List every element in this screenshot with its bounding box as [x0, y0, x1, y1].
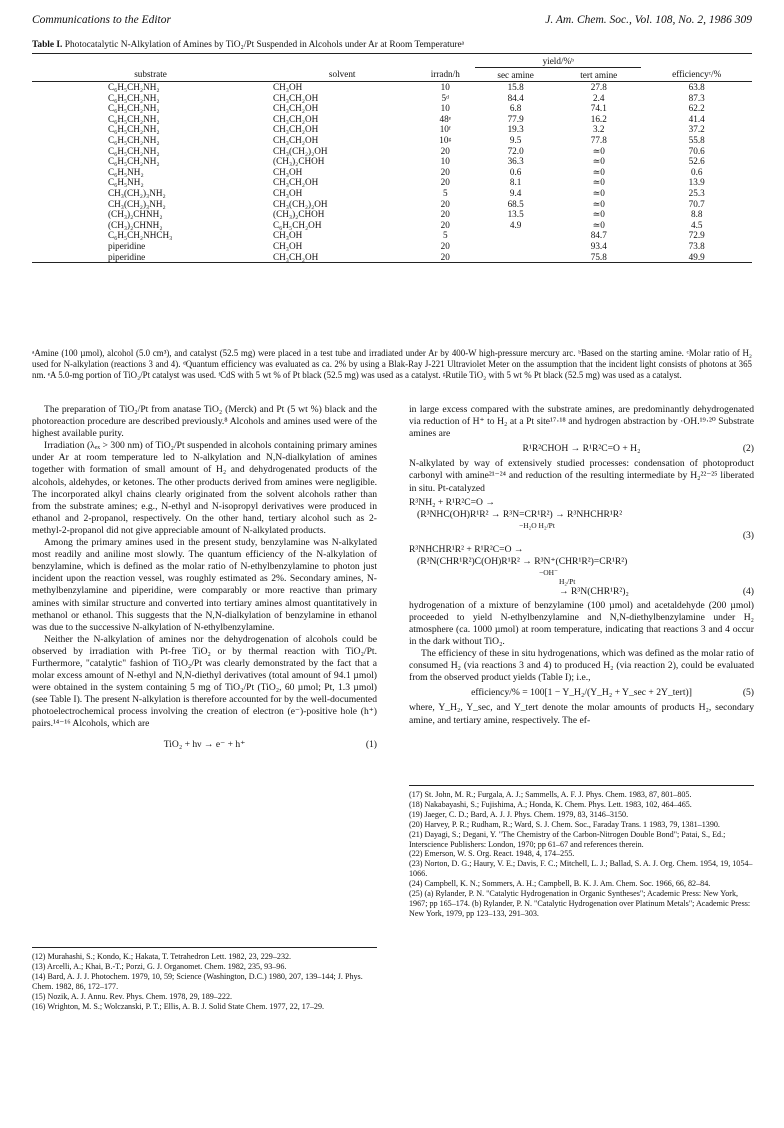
cell-tert-amine: 27.8 — [590, 82, 607, 92]
reference: (24) Campbell, K. N.; Sommers, A. H.; Campbell, B. K. J. Am. Chem. Soc. 1966, 66, 82–84. — [409, 879, 711, 889]
scheme-line: → R³N(CHR¹R²)₂ — [559, 585, 629, 597]
cell-solvent: CH₃OH — [273, 240, 303, 251]
scheme-sub: −H₂O H₂/Pt — [519, 520, 555, 530]
cell-sec-amine — [475, 252, 556, 263]
table-row — [32, 199, 752, 210]
cell-irradn: 20 — [440, 251, 450, 262]
cell-substrate: C₆H₅CH₂NH₂ — [108, 82, 160, 92]
col-header-solvent: solvent — [328, 69, 356, 80]
cell-efficiency: 8.8 — [690, 209, 703, 220]
cell-irradn: 10ᵍ — [439, 134, 452, 145]
cell-tert-amine: ≃0 — [592, 156, 605, 167]
equation-text: TiO₂ + hν → e⁻ + h⁺ — [163, 738, 246, 750]
cell-solvent: CH₃(CH₂)₂OH — [273, 145, 328, 156]
cell-solvent: CH₃CH₂OH — [273, 103, 319, 114]
cell-irradn: 10 — [440, 82, 450, 92]
cell-sec-amine: 36.3 — [507, 156, 524, 167]
cell-tert-amine: 75.8 — [590, 251, 607, 262]
cell-solvent: CH₃OH — [273, 230, 303, 241]
cell-substrate: piperidine — [108, 251, 146, 262]
cell-tert-amine: 74.1 — [590, 103, 607, 114]
cell-efficiency: 63.8 — [688, 82, 705, 92]
cell-irradn: 20 — [440, 166, 450, 177]
table-label: Table I. — [32, 40, 63, 50]
table-row — [32, 156, 752, 167]
cell-efficiency: 72.9 — [688, 230, 705, 241]
paragraph: in large excess compared with the substrate amines, are predominantly dehydrogenated via reduction of H⁺ to H₂ at a Pt site¹⁷·¹⁸ and hydrogen abstraction by ·OH.¹⁹·²⁰ Substrate amines are — [409, 404, 754, 440]
cell-efficiency: 87.3 — [688, 92, 705, 103]
scheme-line: (R³N(CHR¹R²)C(OH)R¹R² → R³N⁺(CHR¹R²)=CR¹R²) — [417, 555, 628, 567]
cell-sec-amine: 4.9 — [509, 219, 522, 230]
table-caption — [32, 40, 752, 50]
cell-solvent: (CH₃)₂CHOH — [273, 209, 325, 220]
cell-efficiency: 70.6 — [688, 145, 705, 156]
cell-tert-amine: ≃0 — [592, 166, 605, 177]
cell-sec-amine: 9.5 — [509, 134, 522, 145]
cell-solvent: C₆H₅CH₂OH — [273, 219, 322, 230]
cell-efficiency: 4.5 — [690, 219, 703, 230]
cell-efficiency: 0.6 — [690, 166, 703, 177]
paragraph: The preparation of TiO₂/Pt from anatase TiO₂ (Merck) and Pt (5 wt %) black and the photoreaction procedure are described previously.⁸ Alcohols and amines used were of the highest available purity. — [32, 404, 377, 440]
cell-sec-amine: 8.1 — [509, 177, 522, 188]
cell-solvent: CH₃CH₂OH — [273, 113, 319, 124]
cell-irradn: 5 — [442, 187, 448, 198]
references-right — [409, 785, 754, 919]
reference: (14) Bard, A. J. J. Photochem. 1979, 10, 59; Science (Washington, D.C.) 1980, 207, 139–144; J. Phys. Chem. 1982, 86, 172–177. — [32, 971, 363, 991]
reference: (19) Jaeger, C. D.; Bard, A. J. J. Phys. Chem. 1979, 83, 3146–3150. — [409, 809, 629, 819]
col-header-irradn: irradn/h — [430, 69, 460, 80]
equation-2 — [409, 443, 754, 455]
cell-solvent: CH₃OH — [273, 82, 303, 92]
equation-number: (5) — [742, 687, 754, 699]
cell-substrate: piperidine — [108, 240, 146, 251]
table-row — [32, 167, 752, 178]
table-title: Photocatalytic N-Alkylation of Amines by TiO₂/Pt Suspended in Alcohols under Ar at Room Temperatureᵃ — [64, 40, 465, 50]
cell-sec-amine: 13.5 — [507, 209, 524, 220]
cell-tert-amine: ≃0 — [592, 209, 605, 220]
reference: (16) Wrighton, M. S.; Wolczanski, P. T.; Ellis, A. B. J. Solid State Chem. 1977, 22, 17–29. — [32, 1001, 325, 1011]
scheme-sub: −OH⁻ — [539, 567, 559, 577]
scheme-sub: H₂/Pt — [559, 576, 576, 586]
cell-substrate: (CH₃)₂CHNH₂ — [108, 209, 163, 220]
table-row — [32, 209, 752, 220]
cell-sec-amine: 72.0 — [507, 145, 524, 156]
equation-number: (4) — [742, 585, 754, 597]
left-column — [32, 404, 377, 754]
cell-irradn: 10 — [440, 156, 450, 167]
cell-sec-amine: 15.8 — [507, 82, 524, 92]
cell-solvent: CH₃CH₂OH — [273, 124, 319, 135]
scheme-line: R³NHCHR¹R² + R¹R²C=O → — [409, 543, 524, 555]
reference: (17) St. John, M. R.; Furgala, A. J.; Sammells, A. F. J. Phys. Chem. 1983, 87, 801–805. — [409, 790, 692, 799]
cell-tert-amine: 2.4 — [593, 92, 605, 103]
table-row — [32, 220, 752, 231]
cell-sec-amine: 84.4 — [507, 92, 524, 103]
table-row — [32, 241, 752, 252]
cell-sec-amine — [475, 230, 556, 241]
table-row — [32, 177, 752, 188]
col-header-tert-amine: tert amine — [580, 69, 618, 80]
table-row — [32, 230, 752, 241]
cell-tert-amine: 93.4 — [590, 240, 607, 251]
reaction-scheme-4 — [409, 544, 754, 598]
yield-group-header: yield/%ᵇ — [475, 54, 641, 68]
cell-solvent: CH₃OH — [273, 166, 303, 177]
cell-solvent: CH₃CH₂OH — [273, 177, 319, 188]
reference: (25) (a) Rylander, P. N. "Catalytic Hydrogenation in Organic Syntheses"; Academic Press: New York, 1967; pp 165–174. (b) Rylander, P. N. "Catalytic Hydrogenation over Platinum Metals"; Academic Press: New York, 1979, pp 123–133, 291–303. — [409, 889, 751, 918]
table-row — [32, 124, 752, 135]
equation-text: R¹R²CHOH → R¹R²C=O + H₂ — [522, 443, 641, 455]
cell-efficiency: 62.2 — [688, 103, 705, 114]
cell-substrate: CH₃(CH₂)₃NH₂ — [108, 198, 166, 209]
cell-tert-amine: 3.2 — [593, 124, 605, 135]
reference: (23) Norton, D. G.; Haury, V. E.; Davis, F. C.; Mitchell, L. J.; Ballad, S. A. J. Org. Chem. 1954, 19, 1054–1066. — [409, 859, 753, 879]
cell-tert-amine: 77.8 — [590, 134, 607, 145]
paragraph: The efficiency of these in situ hydrogenations, which was defined as the molar ratio of consumed H₂ (via reactions 3 and 4) to produced H₂ (via reaction 2), could be evaluated from the observed product yields (Table I); i.e., — [409, 648, 754, 684]
cell-sec-amine — [475, 241, 556, 252]
cell-irradn: 20 — [440, 198, 450, 209]
equation-1 — [32, 739, 377, 751]
table-row — [32, 114, 752, 125]
equation-5 — [409, 687, 754, 699]
cell-irradn: 10 — [440, 103, 450, 114]
cell-irradn: 20 — [440, 219, 450, 230]
cell-substrate: C₆H₅CH₂NH₂ — [108, 156, 160, 167]
cell-solvent: (CH₃)₂CHOH — [273, 156, 325, 167]
cell-irradn: 20 — [440, 209, 450, 220]
references-left — [32, 947, 377, 1011]
cell-tert-amine: 84.7 — [590, 230, 607, 241]
cell-solvent: CH₃(CH₂)₂OH — [273, 198, 328, 209]
paragraph: N-alkylated by way of extensively studied processes: condensation of photoproduct carbonyl with amine²¹⁻²⁴ and reduction of the resulting intermediate by H₂²²⁻²⁵ liberated in situ. Pt-catalyzed — [409, 458, 754, 494]
cell-sec-amine: 6.8 — [509, 103, 522, 114]
cell-irradn: 48ᵉ — [439, 113, 452, 124]
cell-irradn: 10ᶠ — [439, 124, 451, 135]
col-header-sec-amine: sec amine — [497, 69, 534, 80]
paragraph: Among the primary amines used in the present study, benzylamine was N-alkylated most readily and aniline most slowly. The quantum efficiency of the N-alkylation of benzylamine, which is defined as the molar ratio of N-ethylbenzylamine to photon just incident upon the reaction vessel, was roughly estimated as 2%. Secondary amines, N-methylbenzylamine and piperidine, were comparably or more reactive than primary amines with similar structure and converted into tertiary amines almost quantitatively in methanol or ethanol. This suggests that the N,N-dialkylation of benzylamine in ethanol was due to the successive N-alkylation of N-ethylbenzylamine. — [32, 537, 377, 633]
cell-tert-amine: ≃0 — [592, 198, 605, 209]
table-row — [32, 146, 752, 157]
cell-efficiency: 55.8 — [688, 134, 705, 145]
cell-substrate: (CH₃)₂CHNH₂ — [108, 219, 163, 230]
reference: (15) Nozik, A. J. Annu. Rev. Phys. Chem. 1978, 29, 189–222. — [32, 991, 233, 1001]
cell-tert-amine: ≃0 — [592, 177, 605, 188]
cell-efficiency: 25.3 — [688, 187, 705, 198]
cell-substrate: C₆H₅NH₂ — [108, 166, 144, 177]
scheme-line: R³NH₂ + R¹R²C=O → — [409, 496, 495, 508]
equation-number: (1) — [365, 738, 377, 750]
cell-irradn: 20 — [440, 177, 450, 188]
cell-substrate: C₆H₅CH₂NH₂ — [108, 124, 160, 135]
cell-solvent: CH₃CH₂OH — [273, 251, 319, 262]
equation-number: (2) — [742, 443, 754, 455]
paragraph: where, Y_H₂, Y_sec, and Y_tert denote the molar amounts of products H₂, secondary amine, and tertiary amine, respectively. The ef- — [409, 702, 754, 726]
cell-irradn: 5 — [442, 230, 448, 241]
cell-solvent: CH₃CH₂OH — [273, 134, 319, 145]
table-footnotes: ᵃAmine (100 µmol), alcohol (5.0 cm³), and catalyst (52.5 mg) were placed in a test tube and irradiated under Ar by 400-W high-pressure mercury arc. ᵇBased on the starting amine. ᶜMolar ratio of H₂ used for N-alkylation (reactions 3 and 4). ᵈQuantum efficiency was evaluated as ca. 2% by using a Blak-Ray J-221 Ultraviolet Meter on the assumption that the incident light consists of photons at 365 nm. ᵉA 5.0-mg portion of TiO₂/Pt catalyst was used. ᶠCdS with 5 wt % of Pt black (52.5 mg) was used as a catalyst. ᵍRutile TiO₂ with 5 wt % Pt black (52.5 mg) was used as a catalyst. — [32, 348, 752, 381]
col-header-efficiency: efficiencyᶜ/% — [672, 69, 722, 80]
reference: (18) Nakabayashi, S.; Fujishima, A.; Honda, K. Chem. Phys. Lett. 1983, 102, 464–465. — [409, 799, 692, 809]
cell-efficiency: 37.2 — [688, 124, 705, 135]
cell-substrate: C₆H₅CH₂NH₂ — [108, 103, 160, 114]
table-row — [32, 252, 752, 263]
table-row — [32, 103, 752, 114]
cell-sec-amine: 9.4 — [509, 187, 522, 198]
cell-tert-amine: ≃0 — [592, 145, 605, 156]
paragraph: Irradiation (λₑₓ > 300 nm) of TiO₂/Pt suspended in alcohols containing primary amines under Ar at room temperature led to N-alkylation and N,N-dialkylation of amines together with formation of small amount of H₂ and dehydrogenated products of the alcohols, aldehydes, or ketones. The other products derived from amines were negligible. The incorporated alkyl chains clearly originated from the solvent alcohols rather than from the substrate amines; e.g., N-ethyl and N-isopropyl derivatives were produced in ethanol and 2-propanol, respectively. On the other hand, tertiary alcohol such as 2-methyl-2-propanol did not give appreciable amount of N-alkylated products. — [32, 440, 377, 536]
cell-tert-amine: 16.2 — [590, 113, 607, 124]
cell-efficiency: 70.7 — [688, 198, 705, 209]
cell-irradn: 20 — [440, 145, 450, 156]
table-row — [32, 188, 752, 199]
running-header — [32, 14, 752, 30]
reference: (20) Harvey, P. R.; Rudham, R.; Ward, S. J. Chem. Soc., Faraday Trans. 1 1983, 79, 1381–1390. — [409, 819, 720, 829]
paragraph: Neither the N-alkylation of amines nor the dehydrogenation of alcohols could be observed by irradiation with Pt-free TiO₂ or by thermal reaction with TiO₂/Pt. Furthermore, "catalytic" fashion of TiO₂/Pt was clearly demonstrated by the fact that a molar excess amount of N-ethyl and N,N-diethyl derivatives (total amount of 94.1 µmol) were obtained in the system containing 5 mg of TiO₂/Pt (TiO₂, 60 µmol; Pt, 1.3 µmol) (see Table I). The present N-alkylation is therefore accounted for by the well-documented photoelectrochemical process involving the creation of electron (e⁻)-positive hole (h⁺) pairs.¹⁴⁻¹⁶ Alcohols, which are — [32, 633, 377, 730]
cell-efficiency: 41.4 — [688, 113, 705, 124]
table-row — [32, 93, 752, 104]
cell-efficiency: 52.6 — [688, 156, 705, 167]
reference: (13) Arcelli, A.; Khai, B.-T.; Porzi, G. J. Organomet. Chem. 1982, 235, 93–96. — [32, 961, 287, 971]
cell-substrate: CH₃(CH₂)₃NH₂ — [108, 187, 166, 198]
cell-irradn: 5ᵈ — [441, 92, 449, 103]
cell-sec-amine: 77.9 — [507, 113, 524, 124]
equation-text: efficiency/% = 100[1 − Y_H₂/(Y_H₂ + Y_sec + 2Y_tert)] — [471, 687, 692, 699]
cell-irradn: 20 — [440, 240, 450, 251]
table-row — [32, 135, 752, 146]
cell-efficiency: 13.9 — [688, 177, 705, 188]
journal-citation: J. Am. Chem. Soc., Vol. 108, No. 2, 1986 309 — [545, 14, 752, 26]
reference: (21) Dayagi, S.; Degani, Y. "The Chemistry of the Carbon-Nitrogen Double Bond"; Patai, S., Ed.; Interscience Publishers: London, 1970; pp 61–67 and references therein. — [409, 829, 726, 849]
scheme-line: (R³NHC(OH)R¹R² → R³N=CR¹R²) → R³NHCHR¹R² — [417, 508, 623, 520]
cell-substrate: C₆H₅NH₂ — [108, 177, 144, 188]
cell-substrate: C₆H₅CH₂NH₂ — [108, 92, 160, 103]
paragraph: hydrogenation of a mixture of benzylamine (100 µmol) and acetaldehyde (200 µmol) proceeded to yield N-ethylbenzylamine and N,N-diethylbenzylamine under H₂ atmosphere (ca. 1000 µmol) at room temperature, indicating that reactions 3 and 4 occur in the dark without TiO₂. — [409, 599, 754, 647]
cell-tert-amine: ≃0 — [592, 187, 605, 198]
reference: (12) Murahashi, S.; Kondo, K.; Hakata, T. Tetrahedron Lett. 1982, 23, 229–232. — [32, 952, 292, 961]
table-row — [32, 82, 752, 93]
cell-efficiency: 49.9 — [688, 251, 705, 262]
cell-substrate: C₆H₅CH₂NH₂ — [108, 145, 160, 156]
cell-solvent: CH₃CH₂OH — [273, 92, 319, 103]
cell-sec-amine: 68.5 — [507, 198, 524, 209]
cell-sec-amine: 0.6 — [509, 166, 522, 177]
equation-number: (3) — [742, 529, 754, 541]
cell-sec-amine: 19.3 — [507, 124, 524, 135]
cell-efficiency: 73.8 — [688, 240, 705, 251]
journal-section: Communications to the Editor — [32, 14, 171, 26]
cell-substrate: C₆H₅CH₂NHCH₃ — [108, 230, 173, 241]
cell-substrate: C₆H₅CH₂NH₂ — [108, 134, 160, 145]
reference: (22) Emerson, W. S. Org. React. 1948, 4, 174–255. — [409, 849, 575, 859]
right-column — [409, 404, 754, 727]
cell-tert-amine: ≃0 — [592, 219, 605, 230]
reaction-scheme-3 — [409, 497, 754, 542]
cell-solvent: CH₃OH — [273, 187, 303, 198]
col-header-substrate: substrate — [134, 69, 167, 80]
data-table — [32, 53, 752, 263]
cell-substrate: C₆H₅CH₂NH₂ — [108, 113, 160, 124]
